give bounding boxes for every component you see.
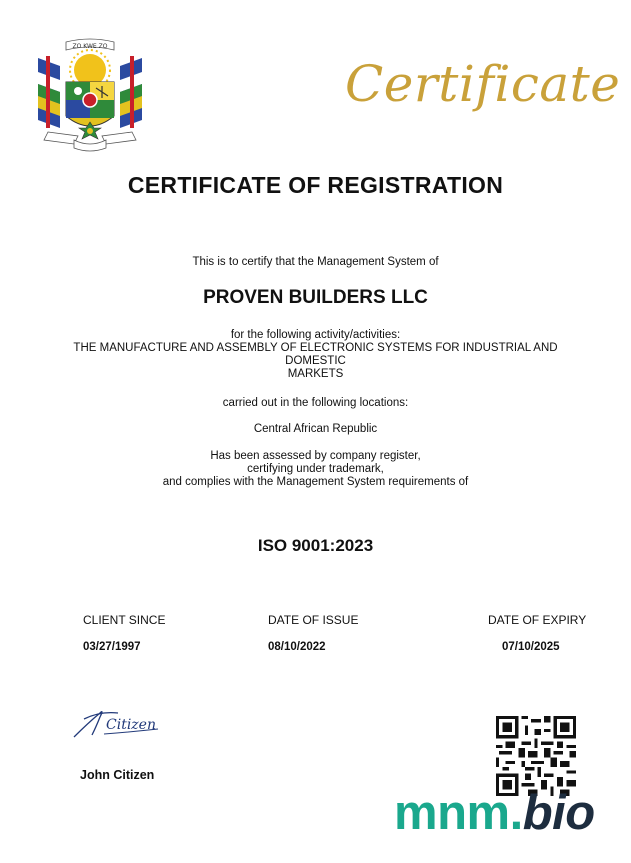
iso-standard: ISO 9001:2023 (257, 536, 374, 555)
activity-intro: for the following activity/activities: (230, 329, 401, 341)
qr-code-icon (496, 716, 576, 796)
date-of-expiry-value: 07/10/2025 (502, 641, 560, 653)
activity-line-2: DOMESTIC (285, 355, 346, 367)
signature-image (70, 703, 165, 743)
assessment-line-3: and complies with the Management System requirements of (162, 476, 469, 488)
intro-text: This is to certify that the Management System of (192, 256, 439, 268)
watermark-logo (394, 785, 595, 841)
shield-icon (66, 82, 114, 126)
activity-line-3: MARKETS (287, 368, 344, 380)
signature-text: Citizen (106, 717, 156, 733)
activity-line-1: THE MANUFACTURE AND ASSEMBLY OF ELECTRONIC SYSTEMS FOR INDUSTRIAL AND (73, 342, 558, 354)
watermark-part-2: bio (522, 786, 595, 840)
locations-intro: carried out in the following locations: (222, 397, 409, 409)
assessment-line-1: Has been assessed by company register, (210, 450, 421, 462)
emblem-motto: ZO KWE ZO (72, 43, 108, 50)
client-since-label: CLIENT SINCE (83, 613, 166, 627)
right-flag-icon (120, 56, 142, 128)
client-since-value: 03/27/1997 (83, 641, 141, 653)
assessment-section (0, 450, 631, 489)
left-flag-icon (38, 56, 60, 128)
coat-of-arms-emblem (30, 36, 150, 154)
watermark-part-1: mnm. (394, 786, 523, 840)
signer-name: John Citizen (80, 768, 155, 782)
date-of-issue-label: DATE OF ISSUE (268, 613, 359, 627)
certificate-title: CERTIFICATE OF REGISTRATION (127, 172, 504, 198)
activity-section (0, 329, 631, 381)
brand-wordmark: Certificate (345, 55, 621, 113)
date-of-issue-value: 08/10/2022 (268, 641, 326, 653)
location-value: Central African Republic (253, 423, 378, 435)
company-name: PROVEN BUILDERS LLC (203, 287, 428, 308)
assessment-line-2: certifying under trademark, (247, 463, 384, 475)
date-of-expiry-label: DATE OF EXPIRY (488, 613, 587, 627)
